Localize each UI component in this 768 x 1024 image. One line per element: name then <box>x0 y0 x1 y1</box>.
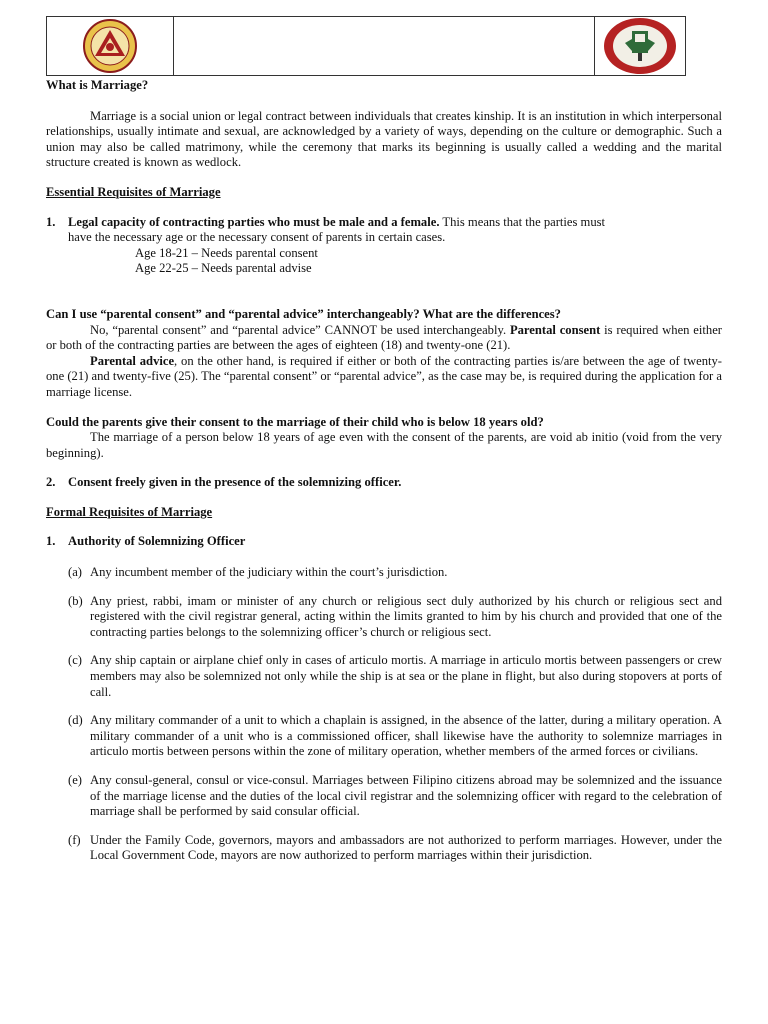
requisite-item-1 <box>46 215 722 231</box>
question-parental-consent: Can I use “parental consent” and “parental advice” interchangeably? What are the differences? <box>46 306 561 321</box>
list-item: (e) Any consul-general, consul or vice-consul. Marriages between Filipino citizens abroad may be solemnized and the issuance of the marriage license and the duties of the local civil registrar and the solemnizing officer with regard to the celebration of marriage shall be performed by said consular official. <box>68 773 722 819</box>
answer-parental-advice: Parental advice, on the other hand, is required if either or both of the contracting parties is/are between the age of twenty-one (21) and twenty-five (25). The “parental consent” or “parental advice”, as the case may be, is required during the application for a marriage license. <box>46 353 722 399</box>
legal-capacity-continued: have the necessary age or the necessary consent of parents in certain cases. <box>68 230 446 245</box>
college-seal-icon <box>601 17 679 75</box>
consent-freely-given: Consent freely given in the presence of the solemnizing officer. <box>68 475 402 490</box>
university-seal-icon <box>80 19 140 73</box>
page-header <box>46 16 686 76</box>
header-left-cell <box>47 17 174 75</box>
legal-capacity-text: This means that the parties must <box>439 214 606 229</box>
age-requirement-2: Age 22-25 – Needs parental advise <box>135 261 312 276</box>
document-body <box>46 78 722 864</box>
item-number: 1. <box>46 534 56 549</box>
requisite-item-2 <box>46 475 722 491</box>
list-item: (a) Any incumbent member of the judiciary within the court’s jurisdiction. <box>68 565 448 580</box>
age-requirement-1: Age 18-21 – Needs parental consent <box>135 245 318 260</box>
essential-requisites-heading: Essential Requisites of Marriage <box>46 184 221 199</box>
answer-below-18: The marriage of a person below 18 years of age even with the consent of the parents, are void ab initio (void from the very beginning). <box>46 430 722 460</box>
answer-parental-consent: No, “parental consent” and “parental advice” CANNOT be used interchangeably. Parental consent is required when either or both of the contracting parties are between the ages of eighteen (18) and twenty-one (21). <box>46 322 722 353</box>
formal-requisites-heading: Formal Requisites of Marriage <box>46 504 213 519</box>
question-below-18: Could the parents give their consent to the marriage of their child who is below 18 years old? <box>46 414 544 429</box>
item-number: 2. <box>46 475 56 490</box>
legal-capacity-title: Legal capacity of contracting parties who must be male and a female. <box>68 214 440 229</box>
authority-solemnizing-officer: Authority of Solemnizing Officer <box>68 534 246 549</box>
section-heading-what-is-marriage: What is Marriage? <box>46 78 149 92</box>
header-right-cell <box>594 17 685 75</box>
formal-item-1 <box>46 534 722 550</box>
list-item: (f) Under the Family Code, governors, mayors and ambassadors are not authorized to perform marriages. However, under the Local Government Code, mayors are now authorized to perform marriages within their jurisdiction. <box>68 832 722 863</box>
marriage-definition-paragraph: Marriage is a social union or legal contract between individuals that creates kinship. It is an institution in which interpersonal relationships, usually intimate and sexual, are acknowledged by a variety of ways, depending on the culture or demographic. Such a union may also be called matrimony, while the ceremony that marks its beginning is usually called a wedding and the marital structure created is known as wedlock. <box>46 108 722 170</box>
list-item: (d) Any military commander of a unit to which a chaplain is assigned, in the absence of the latter, during a military operation. A military commander of a unit who is a commissioned officer, shall likewise have the authority to solemnize marriages in articulo mortis between persons within the zone of military operation, whether members of the armed forces or civilians. <box>68 713 722 759</box>
item-number: 1. <box>46 214 56 229</box>
list-item: (b) Any priest, rabbi, imam or minister of any church or religious sect duly authorized by his church or religious sect and registered with the civil registrar general, acting within the limits granted to him by his church and provided that one of the contracting parties belongs to the solemnizing officer’s church or religious sect. <box>68 593 722 639</box>
list-item: (c) Any ship captain or airplane chief only in cases of articulo mortis. A marriage in articulo mortis between passengers or crew members may also be solemnized not only while the ship is at sea or the plane in flight, but also during stopovers at ports of call. <box>68 653 722 699</box>
